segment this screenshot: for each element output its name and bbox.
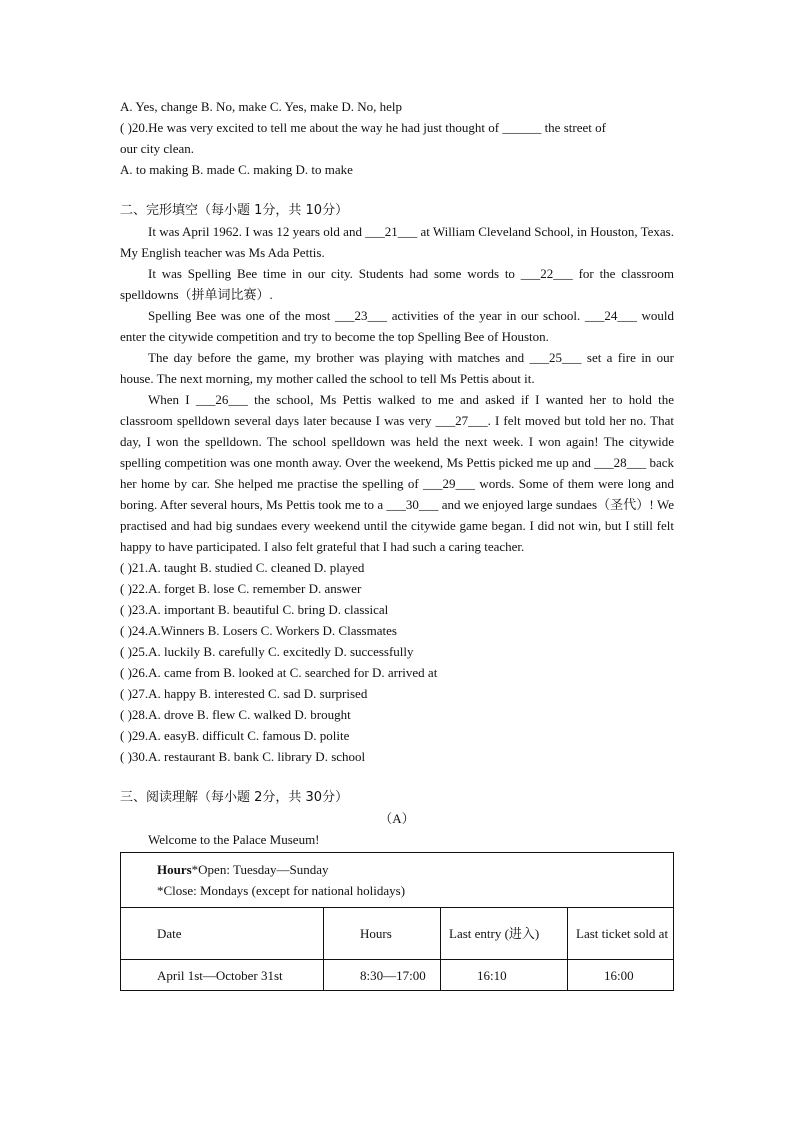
hours-summary-cell bbox=[121, 853, 674, 908]
welcome-line: Welcome to the Palace Museum! bbox=[148, 832, 320, 847]
cloze-question-28: ( )28.A. drove B. flew C. walked D. brought bbox=[120, 707, 351, 722]
cloze-question-27: ( )27.A. happy B. interested C. sad D. surprised bbox=[120, 686, 368, 701]
hours-label: Hours bbox=[157, 862, 192, 877]
cell-hours: 8:30—17:00 bbox=[324, 960, 441, 991]
cloze-question-30: ( )30.A. restaurant B. bank C. library D. school bbox=[120, 749, 366, 764]
cloze-question-26: ( )26.A. came from B. looked at C. searched for D. arrived at bbox=[120, 665, 438, 680]
cloze-paragraph-4: The day before the game, my brother was playing with matches and ___25___ set a fire in our house. The next morning, my mother called the school to tell Ms Pettis about it. bbox=[120, 350, 674, 386]
q20-stem-line2: our city clean. bbox=[120, 141, 194, 156]
cloze-question-23: ( )23.A. important B. beautiful C. bring D. classical bbox=[120, 602, 389, 617]
cloze-question-25: ( )25.A. luckily B. carefully C. excitedly D. successfully bbox=[120, 644, 414, 659]
cloze-paragraph-2: It was Spelling Bee time in our city. Students had some words to ___22___ for the classroom spelldowns（拼单词比赛）. bbox=[120, 266, 674, 302]
reading-passage-label: （A） bbox=[379, 811, 415, 826]
cloze-question-29: ( )29.A. easyB. difficult C. famous D. polite bbox=[120, 728, 350, 743]
cloze-paragraph-3: Spelling Bee was one of the most ___23___ activities of the year in our school. ___24___ would enter the citywide competition and try to become the top Spelling Bee of Houston. bbox=[120, 308, 674, 344]
hours-open: *Open: Tuesday—Sunday bbox=[191, 862, 329, 877]
museum-hours-table bbox=[120, 852, 674, 991]
cell-date: April 1st—October 31st bbox=[121, 960, 324, 991]
header-date: Date bbox=[121, 908, 324, 960]
cloze-question-24: ( )24.A.Winners B. Losers C. Workers D. Classmates bbox=[120, 623, 397, 638]
header-last-ticket: Last ticket sold at bbox=[568, 908, 674, 960]
q19-options: A. Yes, change B. No, make C. Yes, make D. No, help bbox=[120, 99, 403, 114]
cell-last-entry: 16:10 bbox=[441, 960, 568, 991]
section3-heading: 三、阅读理解（每小题 2分，共 30分） bbox=[120, 790, 349, 805]
q20-options: A. to making B. made C. making D. to make bbox=[120, 162, 353, 177]
header-hours: Hours bbox=[324, 908, 441, 960]
document-page bbox=[120, 96, 674, 991]
hours-close: *Close: Mondays (except for national holidays) bbox=[157, 883, 406, 898]
cloze-question-22: ( )22.A. forget B. lose C. remember D. answer bbox=[120, 581, 362, 596]
header-last-entry: Last entry (进入) bbox=[441, 908, 568, 960]
q20-stem-line1: ( )20.He was very excited to tell me about the way he had just thought of ______ the street of bbox=[120, 120, 606, 135]
section2-heading: 二、完形填空（每小题 1分，共 10分） bbox=[120, 203, 349, 218]
cloze-question-21: ( )21.A. taught B. studied C. cleaned D. played bbox=[120, 560, 365, 575]
cloze-paragraph-5: When I ___26___ the school, Ms Pettis walked to me and asked if I wanted her to hold the classroom spelldown several days later because I was very ___27___. I felt moved but told her no. That day, I won the spelldown. The school spelldown was held the next week. I won again! The citywide spelling competition was one month away. Over the weekend, Ms Pettis picked me up and ___28___ back her home by car. She helped me practise the spelling of ___29___ words. Some of them were long and boring. After several hours, Ms Pettis took me to a ___30___ and we enjoyed large sundaes（圣代）! We practised and had big sundaes every weekend until the citywide game began. I did not win, but I still felt happy to have participated. I also felt grateful that I had such a caring teacher. bbox=[120, 392, 674, 554]
cell-last-ticket: 16:00 bbox=[568, 960, 674, 991]
cloze-paragraph-1: It was April 1962. I was 12 years old and ___21___ at William Cleveland School, in Houston, Texas. My English teacher was Ms Ada Pettis. bbox=[120, 224, 674, 260]
